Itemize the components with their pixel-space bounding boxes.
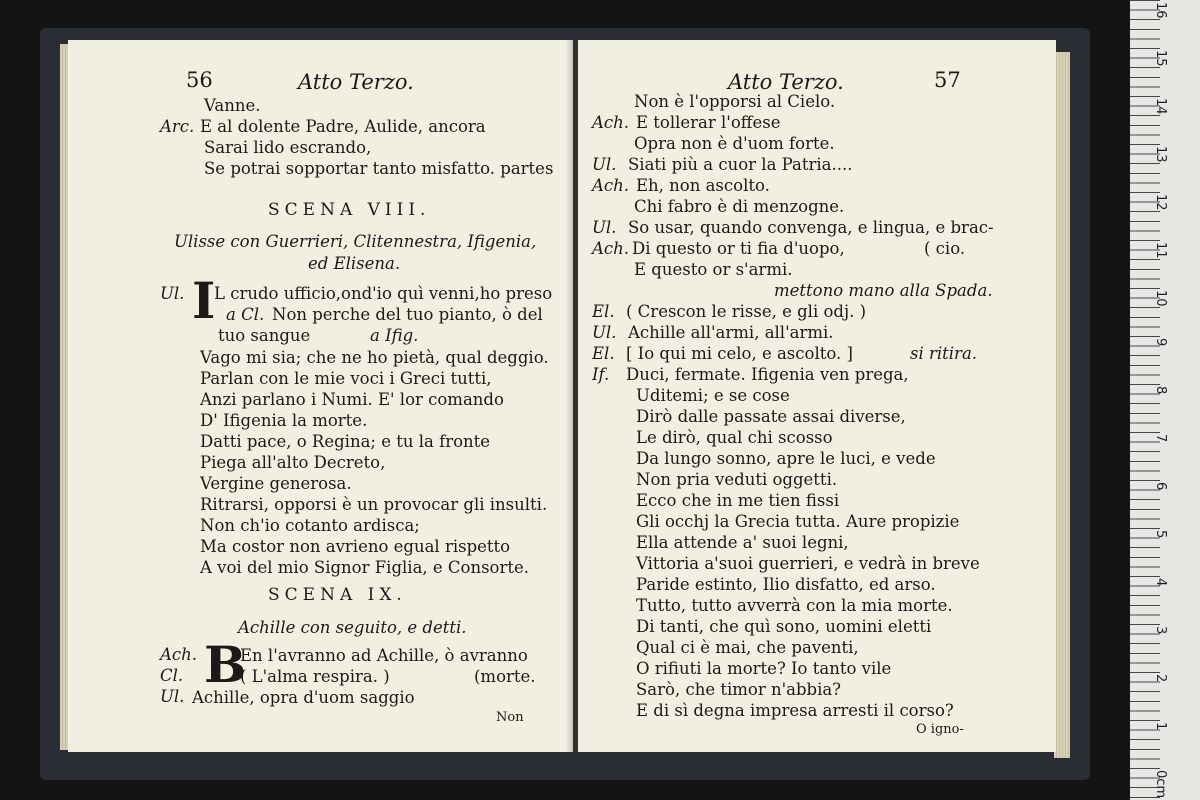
ruler-label: 7 bbox=[1153, 434, 1168, 443]
text-line: En l'avranno ad Achille, ò avranno bbox=[240, 646, 528, 665]
ruler-label: 9 bbox=[1153, 338, 1168, 347]
ruler-label: 15 bbox=[1153, 50, 1168, 67]
drop-cap: B bbox=[204, 635, 247, 694]
ruler-label: 10 bbox=[1153, 290, 1168, 307]
text-line: Parlan con le mie voci i Greci tutti, bbox=[200, 369, 492, 388]
text-line: E al dolente Padre, Aulide, ancora bbox=[200, 117, 486, 136]
ruler-label: 4 bbox=[1153, 578, 1168, 587]
speaker-label: Ach. bbox=[592, 113, 630, 132]
text-line: Di tanti, che quì sono, uomini eletti bbox=[636, 617, 932, 636]
stage-direction: a Cl. bbox=[226, 305, 265, 324]
speaker-label: If. bbox=[592, 365, 610, 384]
speaker-label: Cl. bbox=[160, 666, 184, 685]
scene-cast: Achille con seguito, e detti. bbox=[238, 618, 467, 637]
ruler-label: 5 bbox=[1153, 530, 1168, 539]
text-line: E questo or s'armi. bbox=[634, 260, 793, 279]
text-line: Datti pace, o Regina; e tu la fronte bbox=[200, 432, 491, 451]
text-line: Di questo or ti fia d'uopo, bbox=[632, 239, 845, 258]
speaker-label: Arc. bbox=[160, 117, 195, 136]
text-line: [ Io qui mi celo, e ascolto. ] bbox=[626, 344, 853, 363]
text-line: E tollerar l'offese bbox=[636, 113, 781, 132]
text-line: Uditemi; e se cose bbox=[636, 386, 790, 405]
speaker-label: Ach. bbox=[592, 176, 630, 195]
text-line: Sarò, che timor n'abbia? bbox=[636, 680, 842, 699]
text-line: ( Crescon le risse, e gli odj. ) bbox=[626, 302, 867, 321]
scene-title: SCENA VIII. bbox=[268, 200, 431, 220]
text-line: Se potrai sopportar tanto misfatto. partes bbox=[204, 159, 554, 178]
text-line: O rifiuti la morte? Io tanto vile bbox=[636, 659, 892, 678]
ruler-label: 14 bbox=[1153, 98, 1168, 115]
text-line: E di sì degna impresa arresti il corso? bbox=[636, 701, 954, 720]
text-line: L crudo ufficio,ond'io quì venni,ho preso bbox=[214, 284, 553, 303]
running-head: Atto Terzo. bbox=[298, 70, 414, 94]
page-number: 57 bbox=[934, 68, 961, 92]
drop-cap: I bbox=[192, 271, 216, 330]
text-line: Non perche del tuo pianto, ò del bbox=[272, 305, 543, 324]
stage-direction: mettono mano alla Spada. bbox=[774, 281, 993, 300]
scene-cast: ed Elisena. bbox=[308, 254, 401, 273]
speaker-label: El. bbox=[592, 302, 615, 321]
text-line: Ritrarsi, opporsi è un provocar gli insulti. bbox=[200, 495, 548, 514]
text-line: Duci, fermate. Ifigenia ven prega, bbox=[626, 365, 909, 384]
text-line: Vergine generosa. bbox=[200, 474, 352, 493]
ruler-label: 3 bbox=[1153, 626, 1168, 635]
text-line: Non ch'io cotanto ardisca; bbox=[200, 516, 420, 535]
text-line: Eh, non ascolto. bbox=[636, 176, 770, 195]
ruler-label: 2 bbox=[1153, 674, 1168, 683]
speaker-label: Ach. bbox=[160, 645, 198, 664]
right-page bbox=[578, 40, 1056, 752]
speaker-label: Ul. bbox=[592, 218, 617, 237]
text-line: Siati più a cuor la Patria.... bbox=[628, 155, 853, 174]
text-line: Paride estinto, Ilio disfatto, ed arso. bbox=[636, 575, 936, 594]
speaker-label: Ul. bbox=[592, 155, 617, 174]
speaker-label: El. bbox=[592, 344, 615, 363]
text-line: So usar, quando convenga, e lingua, e brac- bbox=[628, 218, 994, 237]
text-line: Vanne. bbox=[204, 96, 261, 115]
stage-direction: si ritira. bbox=[910, 344, 978, 363]
text-line: ( L'alma respira. ) bbox=[240, 667, 390, 686]
ruler-label: 11 bbox=[1153, 242, 1168, 259]
text-line: Opra non è d'uom forte. bbox=[634, 134, 835, 153]
page-number: 56 bbox=[186, 68, 213, 92]
text-line: Dirò dalle passate assai diverse, bbox=[636, 407, 906, 426]
text-line: Qual ci è mai, che paventi, bbox=[636, 638, 859, 657]
ruler-label: 1 bbox=[1153, 722, 1168, 731]
left-page bbox=[68, 40, 573, 752]
text-line: Anzi parlano i Numi. E' lor comando bbox=[200, 390, 504, 409]
text-line: Ma costor non avrieno egual rispetto bbox=[200, 537, 511, 556]
ruler-label: 16 bbox=[1153, 2, 1168, 19]
text-line: Chi fabro è di menzogne. bbox=[634, 197, 845, 216]
scene-cast: Ulisse con Guerrieri, Clitennestra, Ifigenia, bbox=[174, 232, 537, 251]
text-line: Non pria veduti oggetti. bbox=[636, 470, 838, 489]
text-line: Ecco che in me tien fissi bbox=[636, 491, 840, 510]
ruler-label: 6 bbox=[1153, 482, 1168, 491]
text-line: Achille, opra d'uom saggio bbox=[192, 688, 415, 707]
running-head: Atto Terzo. bbox=[728, 70, 844, 94]
speaker-label: Ul. bbox=[160, 687, 185, 706]
text-line: Sarai lido escrando, bbox=[204, 138, 372, 157]
text-line: Non è l'opporsi al Cielo. bbox=[634, 92, 836, 111]
page-edges-right bbox=[1054, 52, 1070, 758]
speaker-label: Ul. bbox=[592, 323, 617, 342]
text-line: Achille all'armi, all'armi. bbox=[628, 323, 834, 342]
text-line: Da lungo sonno, apre le luci, e vede bbox=[636, 449, 936, 468]
catchword: Non bbox=[496, 710, 524, 725]
text-line: Le dirò, qual chi scosso bbox=[636, 428, 833, 447]
ruler-label: 13 bbox=[1153, 146, 1168, 163]
text-line: Piega all'alto Decreto, bbox=[200, 453, 386, 472]
text-line: Ella attende a' suoi legni, bbox=[636, 533, 849, 552]
speaker-label: Ul. bbox=[160, 284, 185, 303]
text-line: Vittoria a'suoi guerrieri, e vedrà in breve bbox=[636, 554, 980, 573]
text-line: (morte. bbox=[474, 667, 536, 686]
ruler-label: 0cm bbox=[1153, 770, 1168, 799]
ruler-label: 8 bbox=[1153, 386, 1168, 395]
text-line: A voi del mio Signor Figlia, e Consorte. bbox=[200, 558, 530, 577]
catchword: O igno- bbox=[916, 722, 964, 737]
speaker-label: Ach. bbox=[592, 239, 630, 258]
text-line: ( cio. bbox=[924, 239, 966, 258]
text-line: tuo sangue bbox=[218, 326, 311, 345]
text-line: Tutto, tutto avverrà con la mia morte. bbox=[636, 596, 953, 615]
scene-title: SCENA IX. bbox=[268, 585, 407, 605]
text-line: D' Ifigenia la morte. bbox=[200, 411, 368, 430]
ruler-label: 12 bbox=[1153, 194, 1168, 211]
text-line: Vago mi sia; che ne ho pietà, qual deggio. bbox=[200, 348, 549, 367]
text-line: Gli occhj la Grecia tutta. Aure propizie bbox=[636, 512, 960, 531]
stage-direction: a Ifig. bbox=[370, 326, 419, 345]
